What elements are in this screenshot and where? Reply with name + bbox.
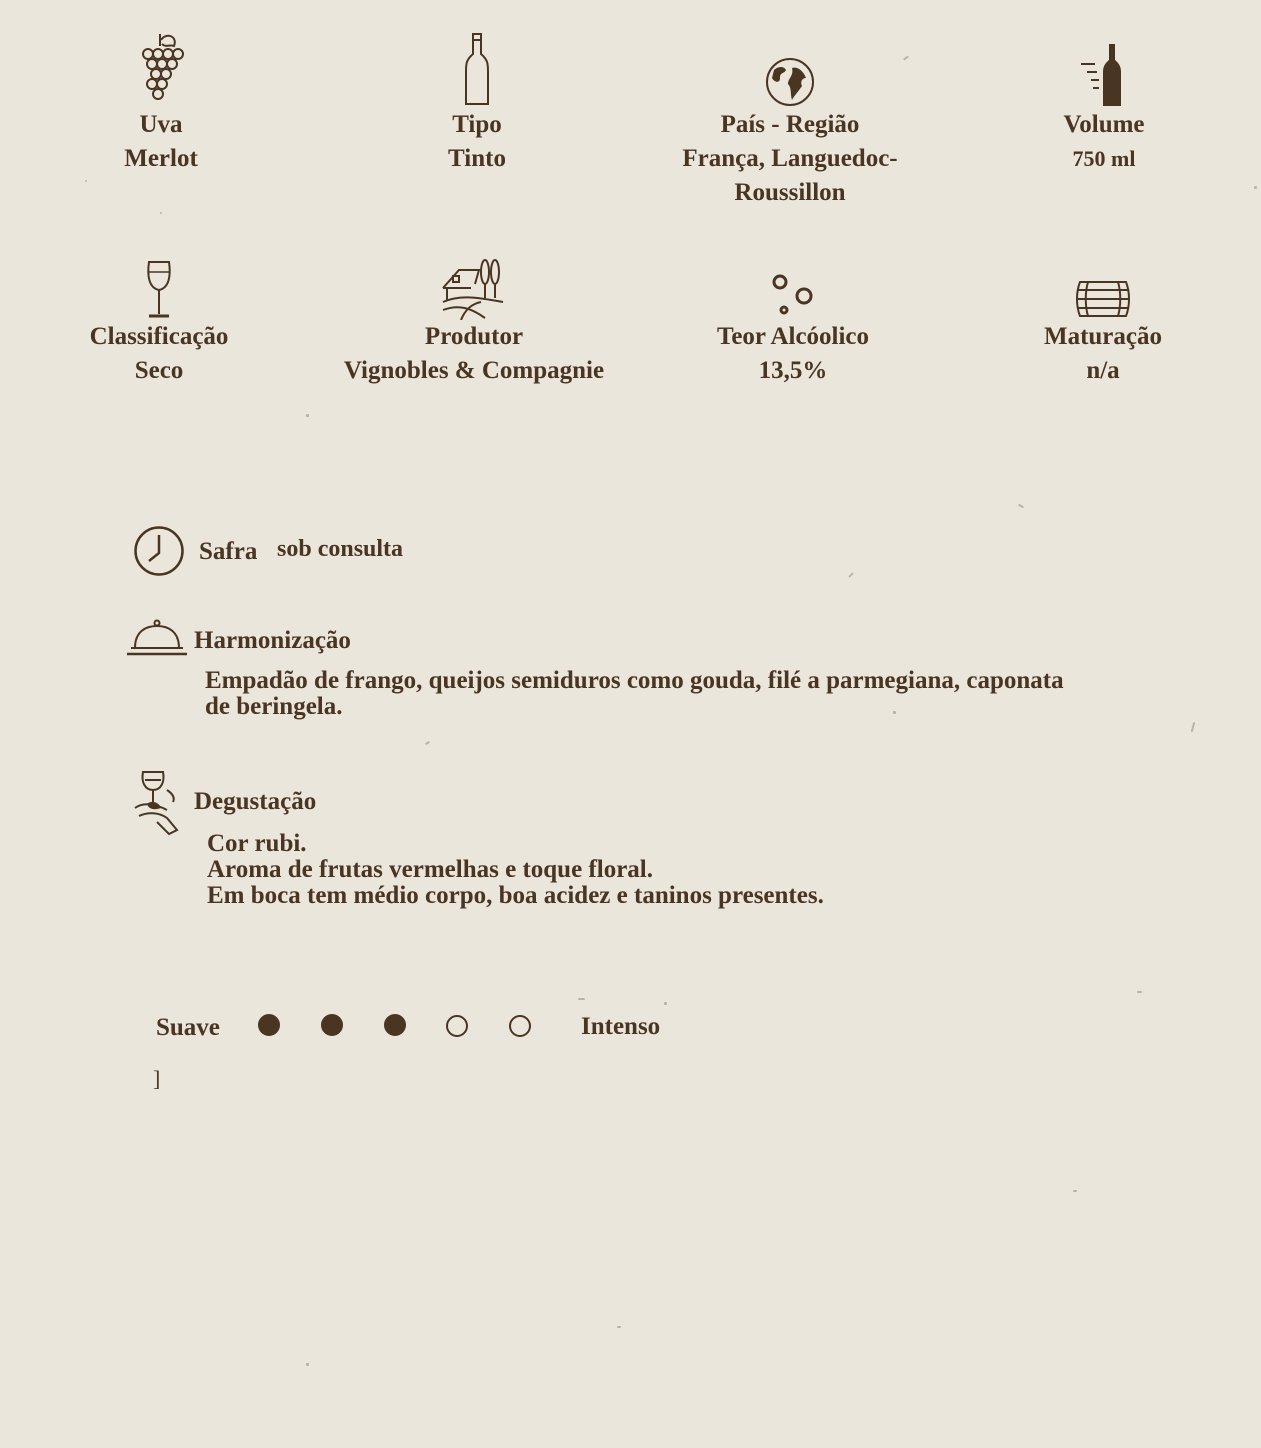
- spec-value: Vignobles & Compagnie: [343, 357, 605, 384]
- intensity-dot: [446, 1015, 468, 1037]
- spec-grape: [1, 28, 321, 176]
- harmonizacao-title: Harmonização: [194, 627, 351, 654]
- intensity-dot: [509, 1015, 531, 1037]
- harmonizacao-line: Empadão de frango, queijos semiduros como gouda, filé a parmegiana, caponata: [205, 667, 1064, 694]
- wine-glass-icon: [145, 260, 173, 320]
- spec-label: Tipo: [452, 111, 502, 138]
- spec-label: Teor Alcóolico: [716, 323, 870, 350]
- cloche-icon: [127, 618, 187, 658]
- spec-volume: [944, 28, 1261, 176]
- tasting-icon: [133, 768, 183, 836]
- spec-type: [317, 28, 637, 176]
- spec-classification: [0, 240, 319, 388]
- degustacao-title: Degustação: [194, 788, 317, 815]
- grape-icon: [138, 30, 184, 108]
- degustacao-line: Aroma de frutas vermelhas e toque floral.: [207, 856, 653, 883]
- spec-value: Seco: [134, 357, 184, 384]
- spec-label: Volume: [1063, 111, 1145, 138]
- spec-alcohol: [633, 240, 953, 388]
- harmonizacao-line: de beringela.: [205, 693, 343, 720]
- spec-region: [630, 28, 950, 210]
- degustacao-line: Cor rubi.: [207, 830, 307, 857]
- spec-label: Produtor: [424, 323, 524, 350]
- spec-value: n/a: [1086, 357, 1120, 384]
- spec-value: Tinto: [448, 145, 506, 172]
- safra-value: sob consulta: [277, 536, 404, 562]
- degustacao-text: [207, 831, 824, 909]
- spec-maturation: [943, 240, 1261, 388]
- bottle-icon: [464, 32, 490, 108]
- spec-value: Merlot: [124, 145, 198, 172]
- intensity-dot: [321, 1014, 343, 1036]
- spec-label: Uva: [139, 111, 183, 138]
- spec-value: França, Languedoc-Roussillon: [682, 145, 898, 206]
- degustacao-line: Em boca tem médio corpo, boa acidez e taninos presentes.: [207, 882, 824, 909]
- intensity-dot: [258, 1014, 280, 1036]
- intensity-right-label: Intenso: [581, 1013, 661, 1040]
- spec-producer: [314, 240, 634, 388]
- barrel-icon: [1074, 278, 1132, 320]
- spec-value: 750 ml: [1072, 146, 1136, 171]
- clock-icon: [133, 525, 185, 577]
- spec-label: País - Região: [720, 111, 860, 138]
- intensity-left-label: Suave: [156, 1014, 220, 1041]
- bubbles-icon: [768, 272, 818, 320]
- safra-label: Safra: [199, 538, 258, 565]
- harmonizacao-text: [205, 668, 1064, 720]
- globe-icon: [764, 56, 816, 108]
- winery-icon: [441, 258, 507, 320]
- spec-value: 13,5%: [758, 357, 828, 384]
- spec-label: Classificação: [89, 323, 229, 350]
- intensity-marker: ]: [153, 1066, 161, 1091]
- bottle-volume-icon: [1079, 42, 1129, 108]
- spec-label: Maturação: [1043, 323, 1163, 350]
- intensity-dot: [384, 1014, 406, 1036]
